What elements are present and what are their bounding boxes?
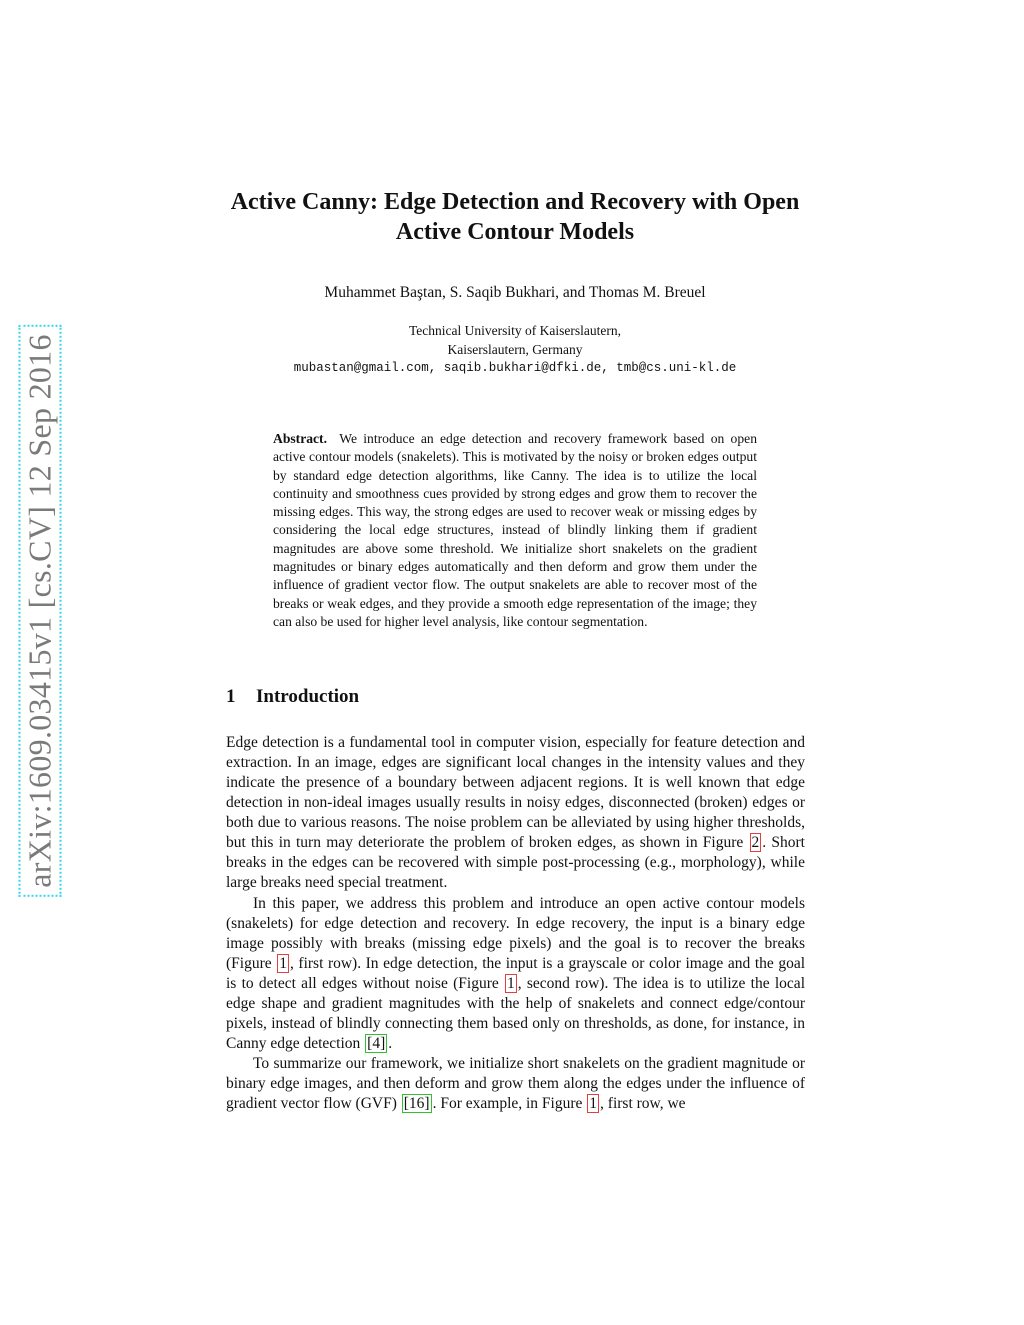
arxiv-identifier[interactable]: arXiv:1609.03415v1 [cs.CV] 12 Sep 2016 bbox=[22, 328, 59, 894]
title-line-2: Active Contour Models bbox=[395, 219, 635, 245]
paper-title bbox=[200, 187, 830, 247]
figure-1-link[interactable]: 1 bbox=[279, 955, 287, 972]
paragraph-text: To summarize our framework, we initialize short snakelets on the gradient magnitude or binary edge images, and then deform and grow them along the edges under the influence of gradient vector flow (GVF) bbox=[226, 1055, 805, 1112]
abstract bbox=[273, 430, 757, 631]
paragraph-text: . bbox=[388, 1035, 393, 1052]
paragraph-text: In this paper, we address this problem and introduce an open active contour models (snakelets) for edge detection and recovery. In edge recovery, the input is a binary edge image possibly with breaks (missing edge pixels) and the goal is to recover the breaks (Figure bbox=[226, 895, 805, 972]
intro-paragraph-2 bbox=[226, 894, 805, 1054]
paragraph-text: . For example, in Figure bbox=[432, 1095, 583, 1112]
paragraph-text: , second row). The idea is to utilize the local edge shape and gradient magnitudes with the help of snakelets and connect edge/contour pixels, instead of blindly connecting them based only on thresholds, as done, for instance, in Canny edge detection bbox=[226, 975, 805, 1052]
author-list: Muhammet Baştan, S. Saqib Bukhari, and Thomas M. Breuel bbox=[324, 284, 706, 301]
affiliation-line-2: Kaiserslautern, Germany bbox=[447, 342, 583, 357]
section-heading-introduction bbox=[226, 686, 359, 708]
affiliation-line-1: Technical University of Kaiserslautern, bbox=[409, 323, 621, 338]
paragraph-text: Edge detection is a fundamental tool in computer vision, especially for feature detection and extraction. In an image, edges are significant local changes in the intensity values and they indicate the presence of a boundary between adjacent regions. It is well known that edge detection in non-ideal images usually results in noisy edges, disconnected (broken) edges or both due to various reasons. The noise problem can be alleviated by using higher thresholds, but this in turn may deteriorate the problem of broken edges, as shown in Figure bbox=[226, 734, 805, 851]
figure-2-link[interactable]: 2 bbox=[751, 834, 760, 851]
section-title: Introduction bbox=[256, 686, 360, 707]
figure-1-link[interactable]: 1 bbox=[589, 1095, 598, 1112]
author-emails[interactable]: mubastan@gmail.com, saqib.bukhari@dfki.de, tmb@cs.uni-kl.de bbox=[293, 361, 737, 375]
abstract-label: Abstract. bbox=[273, 431, 327, 446]
citation-4-link[interactable]: [4] bbox=[367, 1035, 386, 1052]
affiliation bbox=[200, 321, 830, 378]
paragraph-text: , first row, we bbox=[600, 1095, 686, 1112]
citation-16-link[interactable]: [16] bbox=[403, 1095, 430, 1112]
intro-paragraph-3 bbox=[226, 1054, 805, 1114]
figure-1-link[interactable]: 1 bbox=[507, 975, 515, 992]
title-line-1: Active Canny: Edge Detection and Recovery with Open bbox=[230, 189, 800, 215]
abstract-text: We introduce an edge detection and recovery framework based on open active contour models (snakelets). This is motivated by the noisy or broken edges output by standard edge detection algorithms, like Canny. The idea is to utilize the local continuity and smoothness cues provided by strong edges and grow them to recover the missing edges. This way, the strong edges are used to recover weak or missing edges by considering the local edge structures, instead of blindly linking them if gradient magnitudes are above some threshold. We initialize short snakelets on the gradient magnitudes or binary edges automatically and then deform and grow them under the influence of gradient vector flow. The output snakelets are able to recover most of the breaks or weak edges, and they provide a smooth edge representation of the image; they can also be used for higher level analysis, like contour segmentation. bbox=[273, 431, 757, 629]
section-number: 1 bbox=[226, 686, 236, 707]
paragraph-text: , first row). In edge detection, the input is a grayscale or color image and the goal is to detect all edges without noise (Figure bbox=[226, 955, 806, 992]
paragraph-text: . Short breaks in the edges can be recovered with simple post-processing (e.g., morphology), while large breaks need special treatment. bbox=[226, 834, 805, 891]
arxiv-stamp bbox=[22, 316, 58, 906]
intro-paragraph-1 bbox=[226, 733, 805, 893]
